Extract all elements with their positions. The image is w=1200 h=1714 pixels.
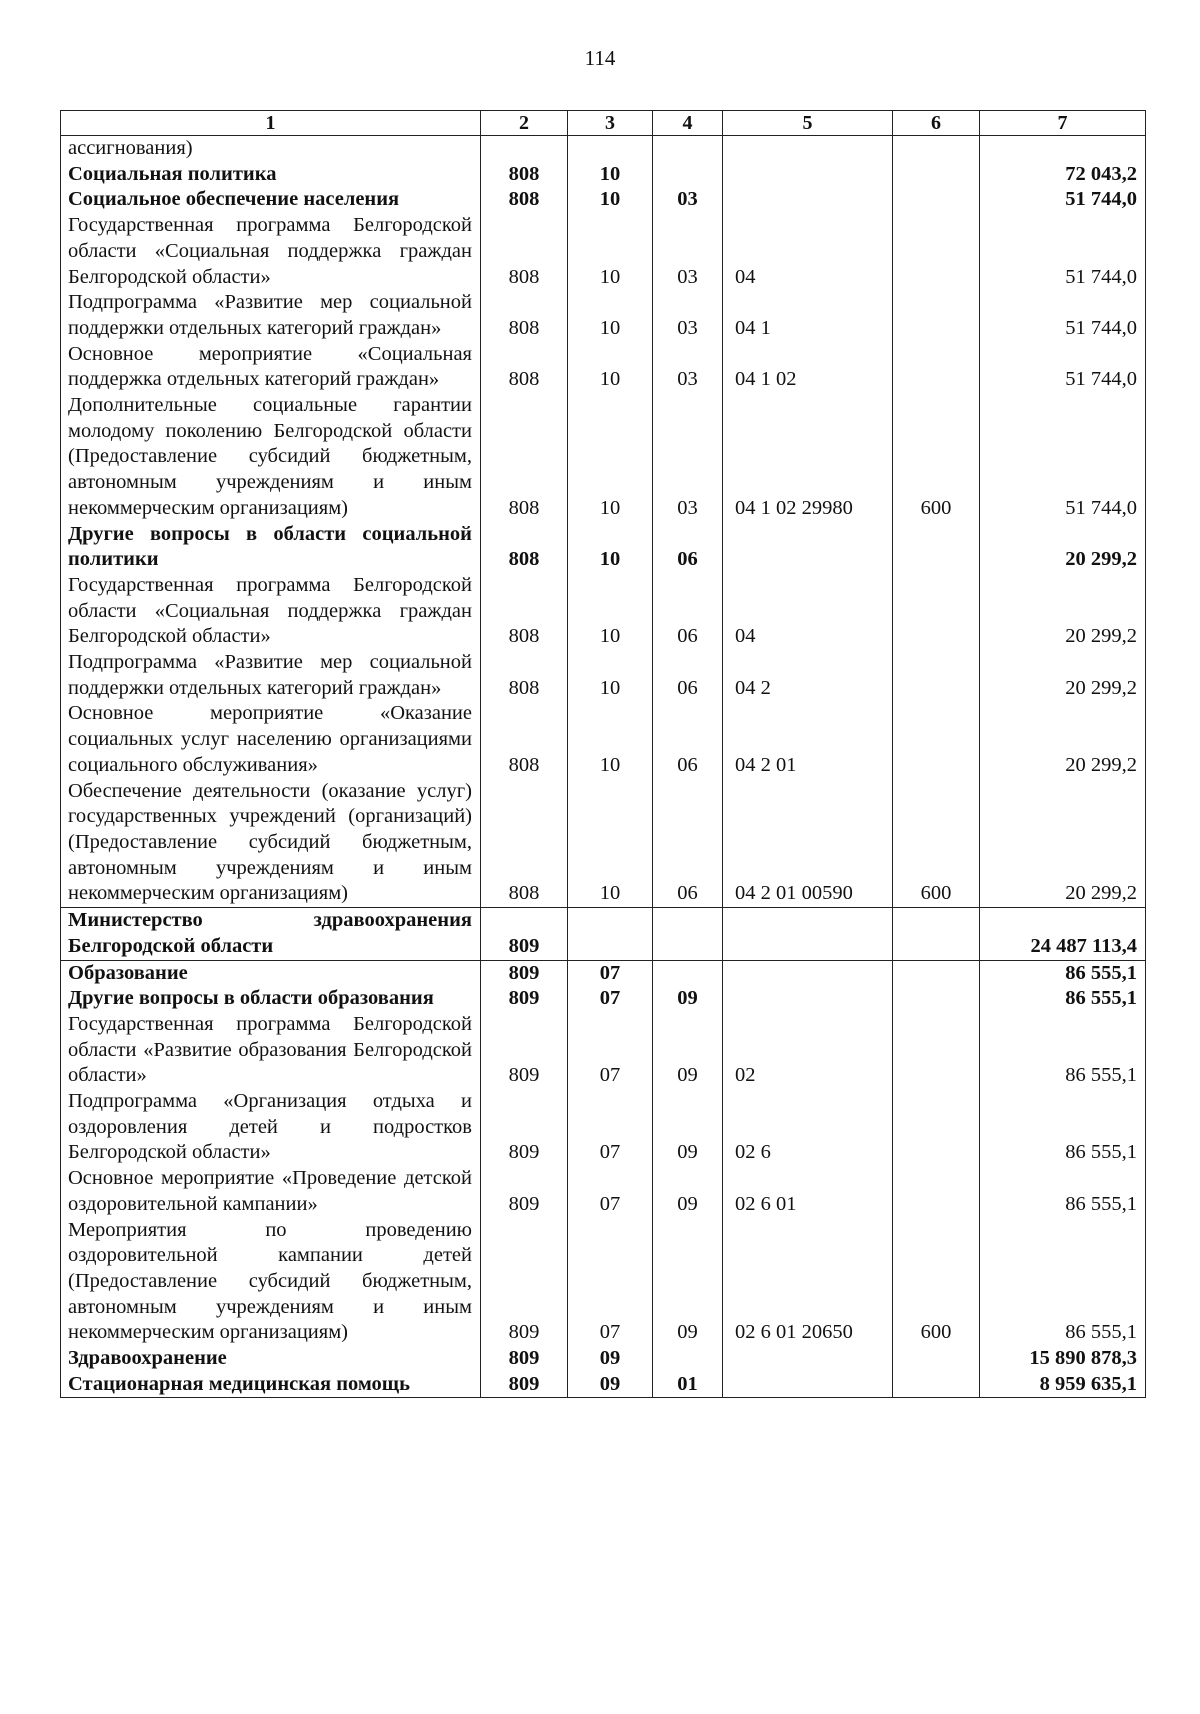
cell-amount: 20 299,2	[980, 701, 1146, 778]
cell-section: 10	[568, 342, 653, 393]
cell-amount: 20 299,2	[980, 573, 1146, 650]
cell-expense-type	[893, 162, 980, 188]
cell-subsection: 03	[653, 342, 723, 393]
cell-subsection	[653, 908, 723, 960]
cell-target-article	[723, 986, 893, 1012]
cell-subsection	[653, 136, 723, 162]
table-row	[61, 1346, 1146, 1372]
cell-expense-type: 600	[893, 779, 980, 908]
cell-amount: 86 555,1	[980, 960, 1146, 986]
cell-amount: 20 299,2	[980, 522, 1146, 573]
cell-section: 07	[568, 1012, 653, 1089]
budget-table-container	[60, 110, 1145, 1398]
cell-subsection: 09	[653, 1218, 723, 1347]
cell-section: 09	[568, 1372, 653, 1398]
cell-expense-type	[893, 522, 980, 573]
cell-subsection: 09	[653, 1166, 723, 1217]
cell-subsection: 06	[653, 522, 723, 573]
cell-section: 09	[568, 1346, 653, 1372]
cell-name: Подпрограмма «Организация отдыха и оздоровления детей и подростков Белгородской области»	[61, 1089, 481, 1166]
cell-target-article: 04 2 01 00590	[723, 779, 893, 908]
cell-expense-type	[893, 1089, 980, 1166]
cell-ministry-code: 809	[481, 1218, 568, 1347]
header-cell-name: 1	[61, 111, 481, 136]
cell-amount: 72 043,2	[980, 162, 1146, 188]
cell-section: 07	[568, 1218, 653, 1347]
cell-subsection: 09	[653, 986, 723, 1012]
cell-section: 10	[568, 650, 653, 701]
cell-ministry-code: 809	[481, 1346, 568, 1372]
cell-ministry-code: 808	[481, 342, 568, 393]
table-header	[61, 111, 1146, 136]
cell-ministry-code: 809	[481, 960, 568, 986]
header-cell-ministry-code: 2	[481, 111, 568, 136]
cell-section: 07	[568, 1089, 653, 1166]
cell-name: ассигнования)	[61, 136, 481, 162]
cell-subsection	[653, 162, 723, 188]
cell-expense-type: 600	[893, 1218, 980, 1347]
cell-amount: 51 744,0	[980, 342, 1146, 393]
table-row	[61, 986, 1146, 1012]
budget-table	[60, 110, 1146, 1398]
table-row	[61, 290, 1146, 341]
cell-amount: 51 744,0	[980, 393, 1146, 522]
cell-name: Основное мероприятие «Социальная поддержка отдельных категорий граждан»	[61, 342, 481, 393]
cell-ministry-code: 808	[481, 187, 568, 213]
cell-ministry-code: 809	[481, 1012, 568, 1089]
table-row	[61, 960, 1146, 986]
cell-section	[568, 908, 653, 960]
cell-amount: 8 959 635,1	[980, 1372, 1146, 1398]
cell-expense-type	[893, 960, 980, 986]
cell-subsection: 03	[653, 213, 723, 290]
cell-name: Социальная политика	[61, 162, 481, 188]
cell-target-article	[723, 1346, 893, 1372]
cell-section: 07	[568, 986, 653, 1012]
cell-subsection	[653, 960, 723, 986]
cell-target-article: 04	[723, 573, 893, 650]
cell-section: 10	[568, 701, 653, 778]
cell-target-article: 04 2 01	[723, 701, 893, 778]
cell-amount: 86 555,1	[980, 1166, 1146, 1217]
cell-target-article	[723, 960, 893, 986]
cell-target-article	[723, 908, 893, 960]
cell-subsection: 06	[653, 701, 723, 778]
cell-subsection	[653, 1346, 723, 1372]
cell-amount: 86 555,1	[980, 1012, 1146, 1089]
cell-target-article	[723, 136, 893, 162]
table-row	[61, 650, 1146, 701]
cell-ministry-code: 808	[481, 290, 568, 341]
cell-amount: 51 744,0	[980, 213, 1146, 290]
table-row	[61, 1089, 1146, 1166]
table-row	[61, 1218, 1146, 1347]
cell-target-article: 04 1 02 29980	[723, 393, 893, 522]
cell-section: 10	[568, 213, 653, 290]
cell-expense-type: 600	[893, 393, 980, 522]
header-cell-target-article: 5	[723, 111, 893, 136]
cell-ministry-code: 808	[481, 701, 568, 778]
cell-name: Министерство здравоохранения Белгородской области	[61, 908, 481, 960]
cell-ministry-code: 808	[481, 393, 568, 522]
cell-expense-type	[893, 136, 980, 162]
header-row	[61, 111, 1146, 136]
cell-name: Стационарная медицинская помощь	[61, 1372, 481, 1398]
cell-amount: 24 487 113,4	[980, 908, 1146, 960]
cell-name: Дополнительные социальные гарантии молодому поколению Белгородской области (Предоставление субсидий бюджетным, автономным учреждениям и иным некоммерческим организациям)	[61, 393, 481, 522]
cell-section: 10	[568, 522, 653, 573]
cell-section	[568, 136, 653, 162]
cell-target-article: 02 6	[723, 1089, 893, 1166]
table-row	[61, 162, 1146, 188]
table-row	[61, 1166, 1146, 1217]
cell-subsection: 03	[653, 290, 723, 341]
cell-section: 10	[568, 393, 653, 522]
cell-subsection: 06	[653, 650, 723, 701]
cell-expense-type	[893, 650, 980, 701]
cell-subsection: 06	[653, 779, 723, 908]
cell-amount: 86 555,1	[980, 1218, 1146, 1347]
cell-target-article	[723, 522, 893, 573]
cell-target-article	[723, 187, 893, 213]
cell-ministry-code: 808	[481, 573, 568, 650]
cell-target-article	[723, 162, 893, 188]
cell-expense-type	[893, 1372, 980, 1398]
cell-amount: 20 299,2	[980, 779, 1146, 908]
cell-amount: 86 555,1	[980, 1089, 1146, 1166]
table-row	[61, 136, 1146, 162]
cell-target-article: 02 6 01	[723, 1166, 893, 1217]
cell-expense-type	[893, 908, 980, 960]
cell-amount	[980, 136, 1146, 162]
cell-amount: 51 744,0	[980, 290, 1146, 341]
cell-name: Здравоохранение	[61, 1346, 481, 1372]
cell-name: Государственная программа Белгородской области «Развитие образования Белгородской области»	[61, 1012, 481, 1089]
cell-name: Подпрограмма «Развитие мер социальной поддержки отдельных категорий граждан»	[61, 650, 481, 701]
header-cell-expense-type: 6	[893, 111, 980, 136]
cell-name: Социальное обеспечение населения	[61, 187, 481, 213]
cell-section: 10	[568, 779, 653, 908]
cell-name: Другие вопросы в области социальной политики	[61, 522, 481, 573]
cell-target-article: 04 2	[723, 650, 893, 701]
header-cell-amount: 7	[980, 111, 1146, 136]
cell-expense-type	[893, 573, 980, 650]
cell-target-article: 04 1 02	[723, 342, 893, 393]
cell-expense-type	[893, 986, 980, 1012]
cell-ministry-code: 809	[481, 986, 568, 1012]
cell-amount: 20 299,2	[980, 650, 1146, 701]
cell-name: Государственная программа Белгородской области «Социальная поддержка граждан Белгородской области»	[61, 573, 481, 650]
table-row	[61, 1012, 1146, 1089]
cell-subsection: 09	[653, 1089, 723, 1166]
table-body	[61, 136, 1146, 1398]
cell-subsection: 03	[653, 187, 723, 213]
table-row	[61, 187, 1146, 213]
cell-subsection: 01	[653, 1372, 723, 1398]
cell-ministry-code: 809	[481, 1372, 568, 1398]
cell-expense-type	[893, 1166, 980, 1217]
header-cell-subsection: 4	[653, 111, 723, 136]
page-number: 114	[584, 46, 616, 70]
cell-amount: 51 744,0	[980, 187, 1146, 213]
cell-name: Основное мероприятие «Проведение детской оздоровительной кампании»	[61, 1166, 481, 1217]
cell-section: 07	[568, 1166, 653, 1217]
cell-expense-type	[893, 701, 980, 778]
cell-ministry-code	[481, 136, 568, 162]
cell-name: Другие вопросы в области образования	[61, 986, 481, 1012]
table-row	[61, 342, 1146, 393]
table-row	[61, 213, 1146, 290]
cell-name: Мероприятия по проведению оздоровительной кампании детей (Предоставление субсидий бюджетным, автономным учреждениям и иным некоммерческим организациям)	[61, 1218, 481, 1347]
cell-expense-type	[893, 1012, 980, 1089]
cell-ministry-code: 808	[481, 779, 568, 908]
cell-name: Обеспечение деятельности (оказание услуг) государственных учреждений (организаций) (Предоставление субсидий бюджетным, автономным учреждениям и иным некоммерческим организациям)	[61, 779, 481, 908]
cell-ministry-code: 809	[481, 1089, 568, 1166]
cell-subsection: 09	[653, 1012, 723, 1089]
cell-ministry-code: 808	[481, 522, 568, 573]
cell-name: Государственная программа Белгородской области «Социальная поддержка граждан Белгородской области»	[61, 213, 481, 290]
table-row	[61, 779, 1146, 908]
cell-expense-type	[893, 187, 980, 213]
cell-name: Основное мероприятие «Оказание социальных услуг населению организациями социального обслуживания»	[61, 701, 481, 778]
cell-expense-type	[893, 213, 980, 290]
cell-section: 10	[568, 187, 653, 213]
cell-target-article: 04 1	[723, 290, 893, 341]
cell-subsection: 06	[653, 573, 723, 650]
cell-target-article: 02 6 01 20650	[723, 1218, 893, 1347]
table-row	[61, 908, 1146, 960]
cell-amount: 15 890 878,3	[980, 1346, 1146, 1372]
cell-amount: 86 555,1	[980, 986, 1146, 1012]
cell-expense-type	[893, 290, 980, 341]
cell-expense-type	[893, 1346, 980, 1372]
cell-name: Образование	[61, 960, 481, 986]
cell-ministry-code: 808	[481, 650, 568, 701]
cell-section: 10	[568, 290, 653, 341]
cell-section: 07	[568, 960, 653, 986]
cell-name: Подпрограмма «Развитие мер социальной поддержки отдельных категорий граждан»	[61, 290, 481, 341]
cell-section: 10	[568, 162, 653, 188]
cell-target-article: 02	[723, 1012, 893, 1089]
cell-ministry-code: 809	[481, 1166, 568, 1217]
table-row	[61, 522, 1146, 573]
table-row	[61, 1372, 1146, 1398]
cell-expense-type	[893, 342, 980, 393]
header-cell-section: 3	[568, 111, 653, 136]
cell-section: 10	[568, 573, 653, 650]
table-row	[61, 701, 1146, 778]
cell-subsection: 03	[653, 393, 723, 522]
cell-ministry-code: 808	[481, 162, 568, 188]
cell-target-article	[723, 1372, 893, 1398]
cell-ministry-code: 809	[481, 908, 568, 960]
table-row	[61, 393, 1146, 522]
cell-target-article: 04	[723, 213, 893, 290]
table-row	[61, 573, 1146, 650]
cell-ministry-code: 808	[481, 213, 568, 290]
